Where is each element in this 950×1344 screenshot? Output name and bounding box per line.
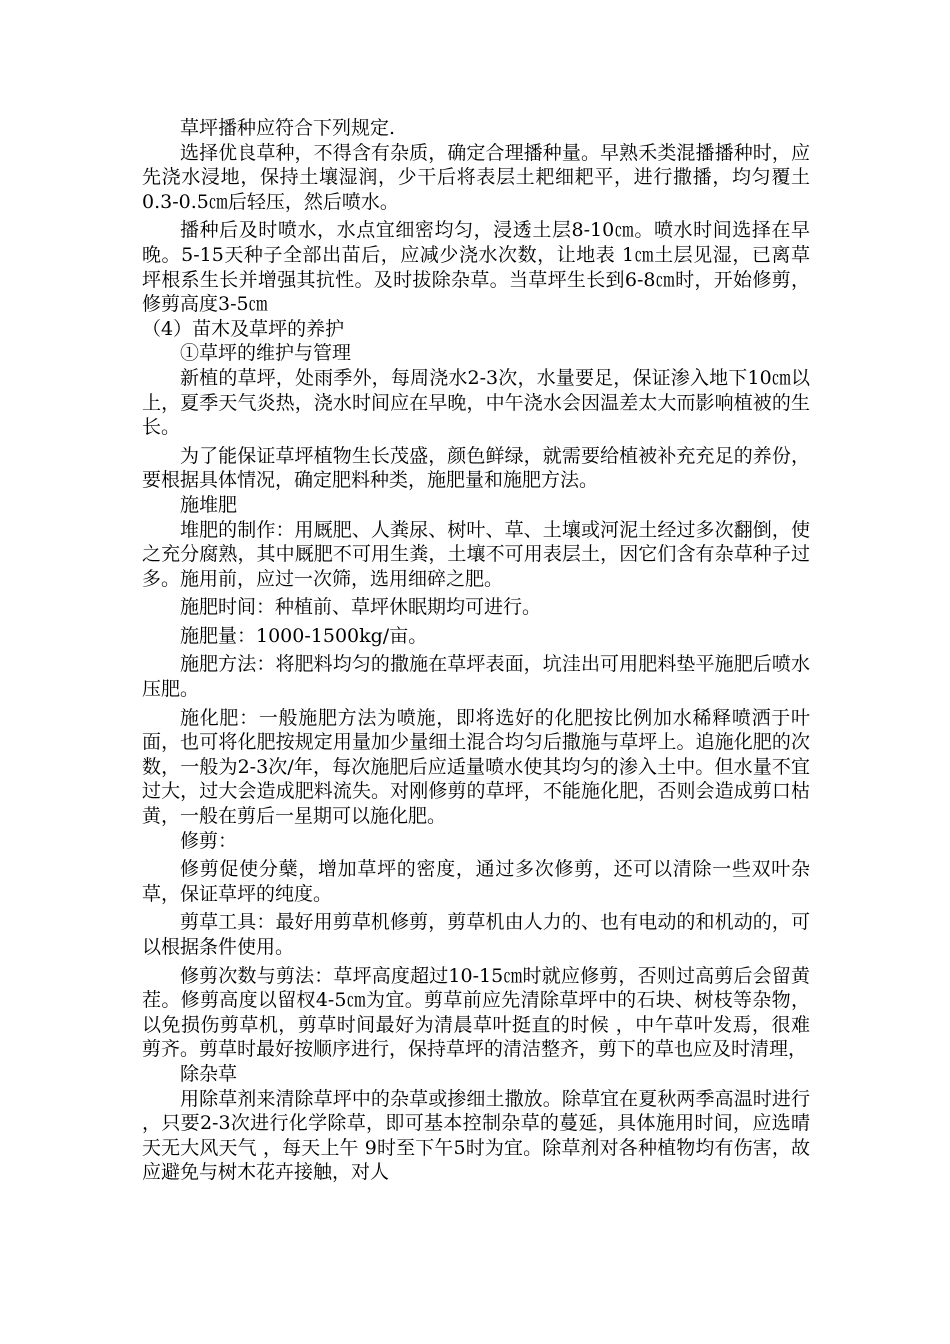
subheading-mowing: 修剪： xyxy=(180,829,238,852)
paragraph-mowing-benefits: 修剪促使分蘖，增加草坪的密度，通过多次修剪，还可以清除一些双叶杂草，保证草坪的纯度。 xyxy=(142,858,810,905)
paragraph-sowing-rules: 草坪播种应符合下列规定. xyxy=(180,117,396,139)
paragraph-fertilizing-method: 施肥方法：将肥料均匀的撒施在草坪表面，坑洼出可用肥料垫平施肥后喷水压肥。 xyxy=(142,653,810,701)
paragraph-fertilizing-time: 施肥时间：种植前、草坪休眠期均可进行。 xyxy=(180,596,542,619)
paragraph-chemical-fertilizer: 施化肥：一般施肥方法为喷施，即将选好的化肥按比例加水稀释喷洒于叶面，也可将化肥按规定用量加少量细土混合均匀后撒施与草坪上。追施化肥的次数，一般为2-3次/年，每次施肥后应适量喷水使其均匀的渗入土中。但水量不宜过大，过大会造成肥料流失。对刚修剪的草坪，不能施化肥，否则会造成剪口枯黄，一般在剪后一星期可以施化肥。 xyxy=(142,706,810,828)
subheading-weeding: 除杂草 xyxy=(180,1062,238,1085)
paragraph-compost-making: 堆肥的制作：用厩肥、人粪尿、树叶、草、土壤或河泥土经过多次翻倒，使之充分腐熟，其中厩肥不可用生粪，土壤不可用表层土，因它们含有杂草种子过多。施用前，应过一次筛，选用细碎之肥。 xyxy=(142,518,810,590)
paragraph-new-lawn-watering: 新植的草坪，处雨季外，每周浇水2-3次，水量要足，保证渗入地下10㎝以上，夏季天气炎热，浇水时间应在早晚，中午浇水会因温差太大而影响植被的生长。 xyxy=(142,366,810,439)
paragraph-weeding-method: 用除草剂来清除草坪中的杂草或掺细土撒放。除草宜在夏秋两季高温时进行 ，只要2-3次进行化学除草，即可基本控制杂草的蔓延，具体施用时间，应选晴天无大风天气 ，每天上午 9时至下午5时为宜。除草剂对各种植物均有伤害，故应避免与树木花卉接触，对人 xyxy=(142,1087,810,1184)
paragraph-fertilizer-intro: 为了能保证草坪植物生长茂盛，颜色鲜绿，就需要给植被补充充足的养份，要根据具体情况，确定肥料种类，施肥量和施肥方法。 xyxy=(142,444,810,492)
paragraph-mowing-frequency: 修剪次数与剪法：草坪高度超过10-15㎝时就应修剪，否则过高剪后会留黄茬。修剪高度以留杈4-5㎝为宜。剪草前应先清除草坪中的石块、树枝等杂物，以免损伤剪草机，剪草时间最好为清晨草叶挺直的时候 ，中午草叶发焉，很难剪齐。剪草时最好按顺序进行，保持草坪的清洁整齐，剪下的草也应及时清理， xyxy=(142,964,810,1061)
paragraph-fertilizer-amount: 施肥量：1000-1500kg/亩。 xyxy=(180,624,428,647)
subheading-compost: 施堆肥 xyxy=(180,493,238,516)
paragraph-mowing-tools: 剪草工具：最好用剪草机修剪，剪草机由人力的、也有电动的和机动的，可以根据条件使用。 xyxy=(142,911,810,958)
paragraph-watering-after-sowing: 播种后及时喷水，水点宜细密均匀，浸透土层8-10㎝。喷水时间选择在早晚。5-15天种子全部出苗后，应减少浇水次数，让地表 1㎝土层见湿，已离草坪根系生长并增强其抗性。及时拔除杂草。当草坪生长到6-8㎝时，开始修剪，修剪高度3-5㎝ xyxy=(142,219,810,316)
paragraph-seed-selection: 选择优良草种，不得含有杂质，确定合理播种量。早熟禾类混播播种时，应先浇水浸地，保持土壤湿润，少干后将表层土耙细耙平，进行撒播，均匀覆土 0.3-0.5㎝后轻压，然后喷水。 xyxy=(142,141,810,213)
document-page xyxy=(142,116,810,1185)
subheading-lawn-care: ①草坪的维护与管理 xyxy=(180,342,352,365)
section-heading-maintenance: （4）苗木及草坪的养护 xyxy=(142,317,345,340)
